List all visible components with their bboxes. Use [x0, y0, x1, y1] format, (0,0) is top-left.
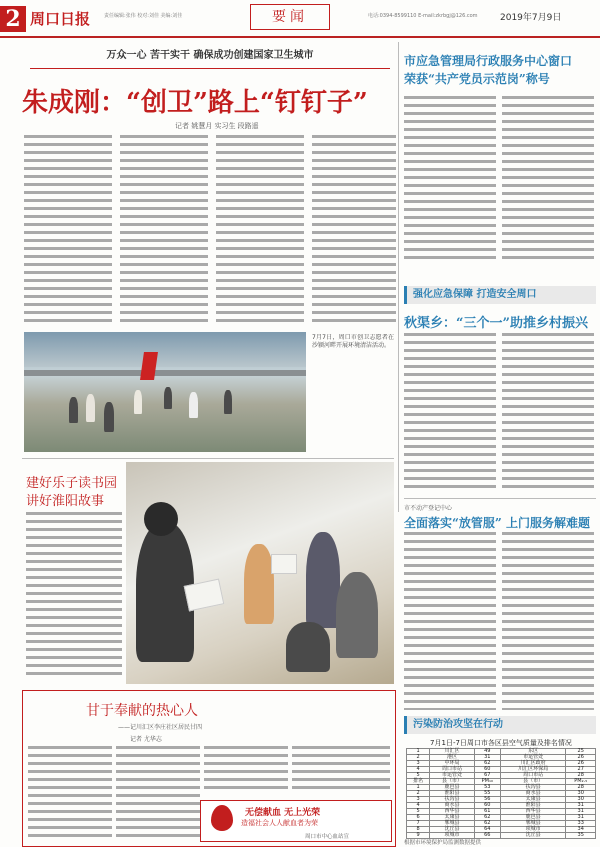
table-cell: 西华县 [430, 809, 474, 815]
reading-title-line2: 讲好淮阳故事 [26, 494, 105, 509]
volunteer-text-col3 [204, 746, 288, 794]
main-kicker-box [30, 45, 390, 69]
table-cell: 31 [474, 755, 500, 761]
pollution-table-title: 7月1日-7日周口市各区县空气质量及排名情况 [430, 739, 572, 747]
blood-banner-right: 造福社会人人献血者为荣 [241, 819, 318, 827]
table-cell: 沈丘县 [500, 833, 566, 839]
table-cell: 35 [566, 833, 596, 839]
blood-banner-left: 无偿献血 无上光荣 [245, 808, 321, 818]
table-cell: 川汇区政府 [500, 761, 566, 767]
table-cell: 33 [566, 821, 596, 827]
table-cell: 鹿邑县 [500, 815, 566, 821]
main-text-col3 [216, 135, 304, 327]
table-cell: 62 [474, 815, 500, 821]
reading-title-line1: 建好乐子读书园 [26, 476, 118, 491]
volunteer-text-col4 [292, 746, 390, 794]
table-cell: 67 [474, 773, 500, 779]
table-cell: 53 [474, 785, 500, 791]
table-cell: 7 [407, 821, 430, 827]
safety-text-col2 [502, 333, 594, 493]
window-title-line1: 市应急管理局行政服务中心窗口 [404, 54, 573, 68]
table-cell: 62 [474, 821, 500, 827]
table-cell: 县（市） [430, 779, 474, 785]
table-cell: 淮阳县 [500, 803, 566, 809]
table-cell: 2 [407, 755, 430, 761]
blood-banner-org: 周口市中心血站宣 [305, 834, 350, 840]
table-cell: 28 [566, 785, 596, 791]
table-cell: 62 [474, 761, 500, 767]
table-cell: 30 [566, 797, 596, 803]
table-cell: 县（市） [500, 779, 566, 785]
table-cell: 商水县 [500, 791, 566, 797]
housing-text-col1 [404, 532, 496, 710]
table-cell: 27 [566, 767, 596, 773]
table-cell: 淮阳县 [430, 791, 474, 797]
table-cell: 31 [566, 809, 596, 815]
main-kicker: 万众一心 苦干实干 确保成功创建国家卫生城市 [106, 50, 314, 61]
main-photo-caption: 7月7日，周口市创卫志愿者在沙颍河畔开展环境清洁活动。 [312, 334, 394, 349]
safety-text-col1 [404, 333, 496, 493]
table-cell: 49 [474, 749, 500, 755]
table-cell: 川汇区环保局 [500, 767, 566, 773]
table-cell: 郸城县 [430, 821, 474, 827]
volunteer-subtitle: ——记川汇区李庄社区居民甘四 [118, 724, 203, 731]
table-cell: 周口市站 [500, 773, 566, 779]
safety-bar: 强化应急保障 打造安全周口 [404, 286, 596, 304]
table-cell: 26 [566, 761, 596, 767]
window-text-col2 [502, 96, 594, 264]
housing-title: 全面落实“放管服” 上门服务解难题 [404, 516, 590, 530]
table-cell: 30 [566, 791, 596, 797]
main-photo [24, 332, 306, 452]
table-cell: 5 [407, 809, 430, 815]
table-cell: 西华县 [500, 809, 566, 815]
paper-name: 周口日报 [30, 10, 91, 28]
table-cell: 60 [474, 767, 500, 773]
housing-kicker: 市不动产登记中心 [404, 505, 453, 512]
table-cell: 项城市 [500, 827, 566, 833]
volunteer-byline: 记者 尤华志 [130, 736, 162, 743]
volunteer-text-col1 [28, 746, 112, 842]
main-byline: 记者 姚慧月 实习生 段路遥 [175, 122, 259, 130]
table-cell: 55 [474, 791, 500, 797]
main-title: 朱成刚：“创卫”路上“钉钉子” [22, 88, 368, 118]
window-title-line2: 荣获“共产党员示范岗”称号 [404, 72, 550, 86]
table-cell: 市运管处 [500, 755, 566, 761]
table-cell: 31 [566, 815, 596, 821]
table-cell: 28 [566, 773, 596, 779]
main-text-col1 [24, 135, 112, 327]
table-cell: 64 [474, 827, 500, 833]
reading-photo [126, 462, 394, 684]
volunteer-text-col2 [116, 746, 200, 842]
issue-date: 2019年7月9日 [500, 13, 562, 23]
table-cell: 扶沟县 [430, 797, 474, 803]
reading-text [26, 512, 122, 680]
blood-donation-banner [200, 800, 392, 842]
main-text-col4 [312, 135, 396, 327]
table-cell: 郸城县 [500, 821, 566, 827]
table-cell: PM₁₀ [474, 779, 500, 785]
table-cell: 沈丘县 [430, 827, 474, 833]
page-number: 2 [0, 6, 26, 32]
table-cell: 5 [407, 773, 430, 779]
table-cell: 1 [407, 785, 430, 791]
table-cell: 港区 [430, 755, 474, 761]
table-cell: 61 [474, 809, 500, 815]
table-cell: 9 [407, 833, 430, 839]
table-cell: 太康县 [500, 797, 566, 803]
table-cell: 25 [566, 749, 596, 755]
table-cell: 26 [566, 755, 596, 761]
table-cell: 6 [407, 815, 430, 821]
table-cell: PM₂.₅ [566, 779, 596, 785]
table-cell: 1 [407, 749, 430, 755]
window-text-col1 [404, 96, 496, 264]
table-cell: 8 [407, 827, 430, 833]
volunteer-title: 甘于奉献的热心人 [86, 703, 198, 719]
editor-line: 责任编辑:张伟 校对:刘佳 美编:刘佳 [104, 13, 183, 19]
safety-title: 秋渠乡：“三个一”助推乡村振兴 [404, 316, 588, 331]
table-cell: 31 [566, 803, 596, 809]
table-cell: 2 [407, 791, 430, 797]
pollution-source-note: 根据市环境保护局监测数据提供 [404, 840, 482, 846]
table-cell: 3 [407, 797, 430, 803]
table-cell: 东区 [500, 749, 566, 755]
page-header [0, 0, 600, 38]
table-cell: 4 [407, 767, 430, 773]
pollution-bar: 污染防治攻坚在行动 [404, 716, 596, 734]
pollution-table [406, 748, 596, 839]
table-cell: 56 [474, 797, 500, 803]
table-cell: 商水县 [430, 803, 474, 809]
table-cell: 川汇区 [430, 749, 474, 755]
table-cell: 4 [407, 803, 430, 809]
table-cell: 市运管处 [430, 773, 474, 779]
table-cell: 60 [474, 803, 500, 809]
section-title: 要闻 [250, 4, 330, 30]
table-cell: 66 [474, 833, 500, 839]
table-cell: 项城市 [430, 833, 474, 839]
table-cell: 中环局 [430, 761, 474, 767]
table-cell: 34 [566, 827, 596, 833]
phone-line: 电话:0394-8599110 E-mail:zkrbgj@126.com [368, 13, 478, 19]
table-cell: 鹿邑县 [430, 785, 474, 791]
table-cell: 3 [407, 761, 430, 767]
main-text-col2 [120, 135, 208, 327]
table-cell: 排名 [407, 779, 430, 785]
table-cell: 扶沟县 [500, 785, 566, 791]
table-cell: 周口市站 [430, 767, 474, 773]
table-cell: 太康县 [430, 815, 474, 821]
housing-text-col2 [502, 532, 594, 710]
